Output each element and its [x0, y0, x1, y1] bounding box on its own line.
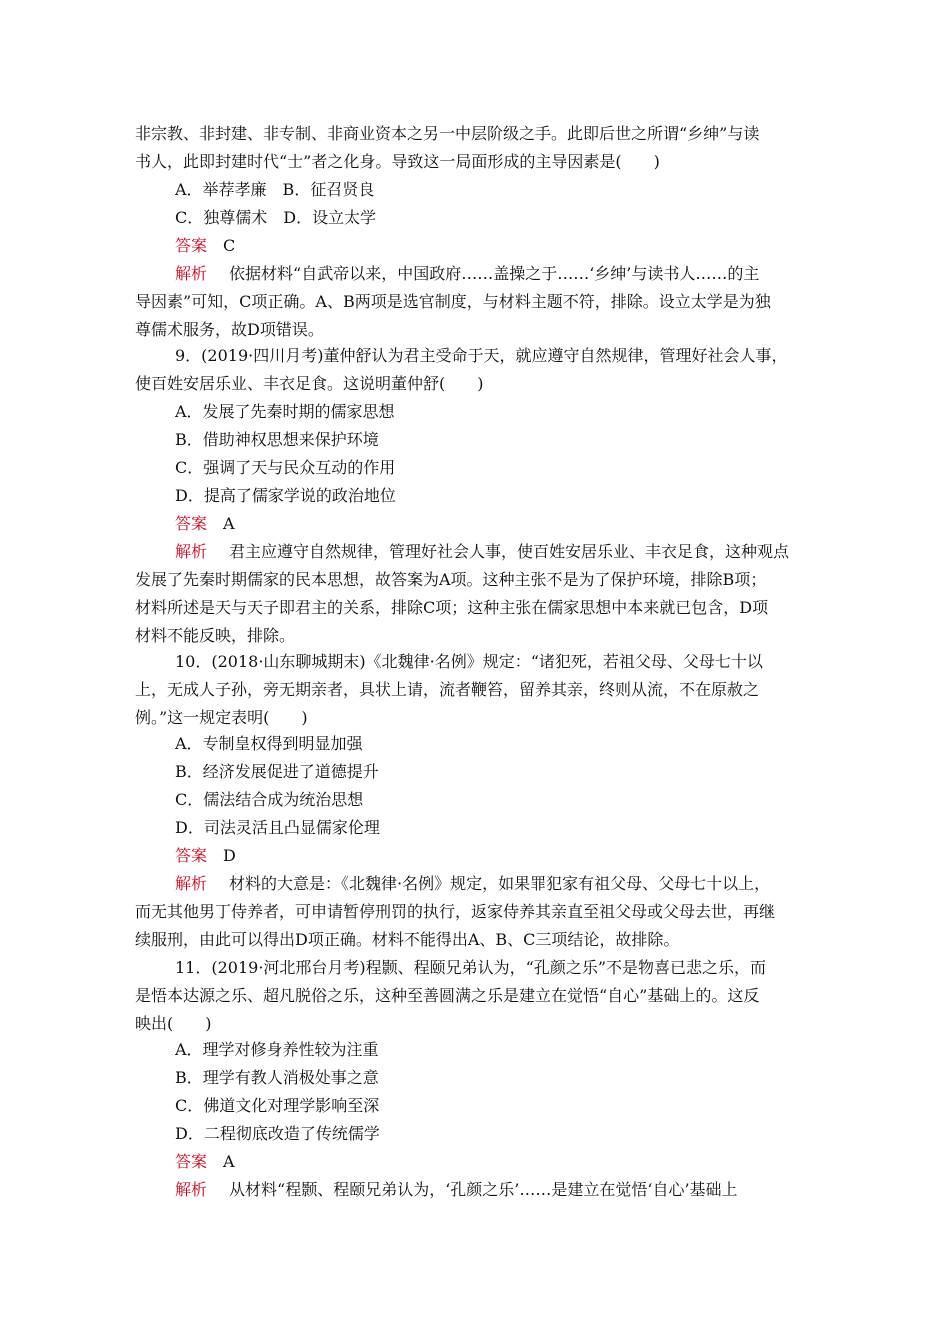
analysis-line [175, 870, 825, 898]
answer-value: D [223, 846, 236, 865]
option-line: C．强调了天与民众互动的作用 [175, 458, 396, 477]
question-stem: 10．(2018·山东聊城期末)《北魏律·名例》规定：“诸犯死，若祖父母、父母七十以 [175, 652, 763, 671]
answer-value: A [223, 1152, 235, 1171]
option-line: C．佛道文化对理学影响至深 [175, 1096, 380, 1115]
option-line: C．儒法结合成为统治思想 [175, 790, 364, 809]
option-line: B．经济发展促进了道德提升 [175, 762, 379, 781]
option-line: B．借助神权思想来保护环境 [175, 430, 379, 449]
analysis-line: 导因素”可知，C项正确。A、B两项是选官制度，与材料主题不符，排除。设立太学是为独 [135, 292, 771, 311]
answer-line [175, 510, 825, 538]
question-stem: 11．(2019·河北邢台月考)程颢、程颐兄弟认为，“孔颜之乐”不是物喜已悲之乐，而 [175, 958, 767, 977]
option-line: A．举荐孝廉 B．征召贤良 [175, 180, 375, 199]
analysis-line: 续服刑，由此可以得出D项正确。材料不能得出A、B、C三项结论，故排除。 [135, 930, 680, 949]
option-line: A．专制皇权得到明显加强 [175, 734, 363, 753]
analysis-line: 材料所述是天与天子即君主的关系，排除C项；这种主张在儒家思想中本来就已包含，D项 [135, 598, 769, 617]
option-line: D．二程彻底改造了传统儒学 [175, 1124, 380, 1143]
intro-line: 书人，此即封建时代“士”者之化身。导致这一局面形成的主导因素是( ) [135, 152, 660, 171]
answer-line [175, 1148, 825, 1176]
analysis-label: 解析 [175, 542, 208, 561]
answer-label: 答案 [175, 846, 208, 865]
option-line: B．理学有教人消极处事之意 [175, 1068, 379, 1087]
analysis-label: 解析 [175, 1180, 208, 1199]
analysis-line [175, 260, 825, 288]
intro-line: 非宗教、非封建、非专制、非商业资本之另一中层阶级之手。此即后世之所谓“乡绅”与读 [135, 124, 760, 143]
option-line: C．独尊儒术 D．设立太学 [175, 208, 377, 227]
analysis-line: 尊儒术服务，故D项错误。 [135, 320, 324, 339]
analysis-label: 解析 [175, 264, 208, 283]
option-line: D．司法灵活且凸显儒家伦理 [175, 818, 380, 837]
analysis-line: 材料不能反映，排除。 [135, 626, 296, 645]
question-stem: 9．(2019·四川月考)董仲舒认为君主受命于天，就应遵守自然规律，管理好社会人事， [175, 346, 788, 365]
analysis-line [175, 1176, 825, 1204]
analysis-label: 解析 [175, 874, 208, 893]
question-stem: 映出( ) [135, 1014, 212, 1033]
option-line: A．理学对修身养性较为注重 [175, 1040, 379, 1059]
answer-line [175, 232, 825, 260]
answer-value: A [223, 514, 235, 533]
question-stem: 上，无成人子孙，旁无期亲者，具状上请，流者鞭笞，留养其亲，终则从流，不在原赦之 [135, 680, 760, 699]
question-stem: 是悟本达源之乐、超凡脱俗之乐，这种至善圆满之乐是建立在觉悟“自心”基础上的。这反 [135, 986, 760, 1005]
analysis-text: 材料的大意是：《北魏律·名例》规定，如果罪犯家有祖父母、父母七十以上， [229, 874, 771, 893]
answer-label: 答案 [175, 514, 208, 533]
answer-label: 答案 [175, 1152, 208, 1171]
analysis-text: 君主应遵守自然规律，管理好社会人事，使百姓安居乐业、丰衣足食，这种观点 [229, 542, 790, 561]
answer-value: C [223, 236, 236, 255]
analysis-line: 而无其他男丁侍养者，可申请暂停刑罚的执行，返家侍养其亲直至祖父母或父母去世，再继 [135, 902, 776, 921]
question-stem: 使百姓安居乐业、丰衣足食。这说明董仲舒( ) [135, 374, 484, 393]
answer-line [175, 842, 825, 870]
option-line: A．发展了先秦时期的儒家思想 [175, 402, 395, 421]
analysis-line: 发展了先秦时期儒家的民本思想，故答案为A项。这种主张不是为了保护环境，排除B项； [135, 570, 767, 589]
analysis-text: 依据材料“自武帝以来，中国政府……盖操之于……‘乡绅’与读书人……的主 [229, 264, 760, 283]
analysis-text: 从材料“程颢、程颐兄弟认为，‘孔颜之乐’……是建立在觉悟‘自心’基础上 [229, 1180, 738, 1199]
option-line: D．提高了儒家学说的政治地位 [175, 486, 396, 505]
answer-label: 答案 [175, 236, 208, 255]
question-stem: 例。”这一规定表明( ) [135, 708, 308, 727]
analysis-line [175, 538, 825, 566]
